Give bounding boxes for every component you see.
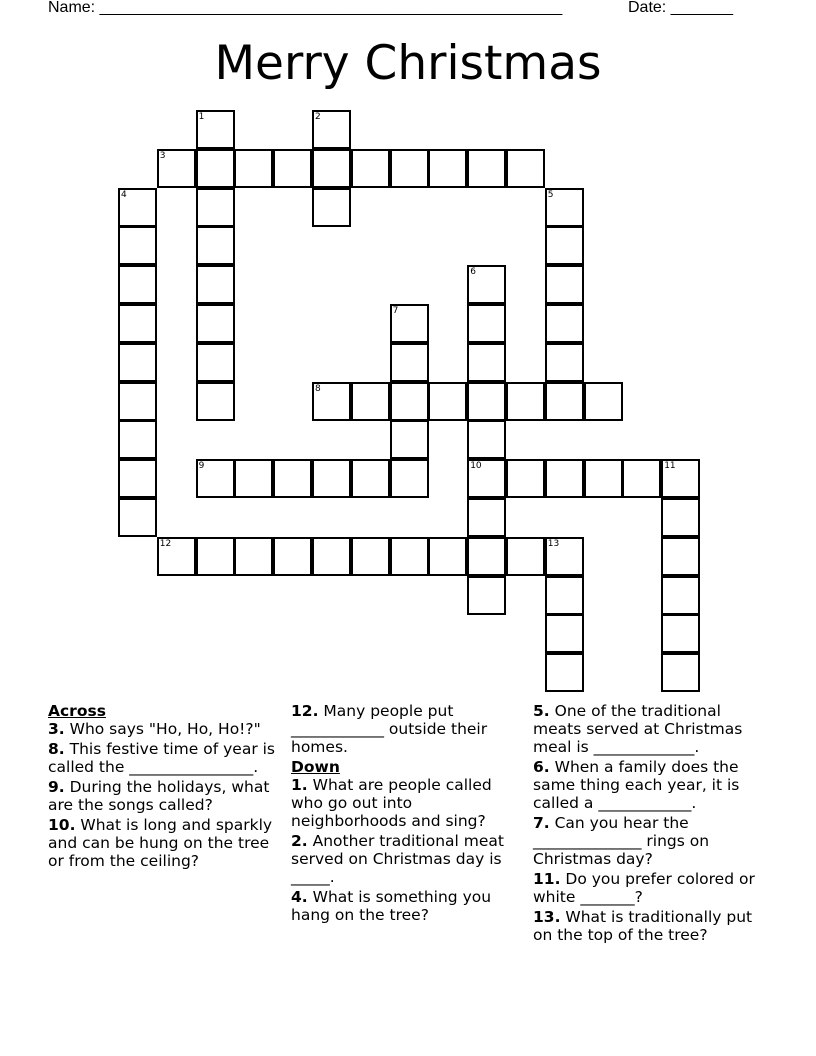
grid-cell[interactable] — [390, 343, 429, 382]
clue-number: 13 — [547, 538, 560, 549]
grid-cell[interactable] — [545, 382, 584, 421]
clue-down-6: 6. When a family does the same thing each year, it is called a ____________. — [533, 758, 740, 812]
grid-cell[interactable] — [118, 382, 157, 421]
clue-across-12: 12. Many people put ____________ outside their homes. — [291, 702, 488, 756]
clue-number: 8 — [315, 383, 321, 394]
clues-column-1 — [48, 702, 280, 872]
grid-cell[interactable] — [196, 149, 235, 188]
grid-cell[interactable] — [118, 343, 157, 382]
grid-cell[interactable] — [312, 382, 351, 421]
clue-down-5: 5. One of the traditional meats served at Christmas meal is _____________. — [533, 702, 743, 756]
grid-cell[interactable] — [234, 459, 273, 498]
grid-cell[interactable] — [118, 226, 157, 265]
grid-cell[interactable] — [661, 576, 700, 615]
clue-number: 7 — [392, 306, 399, 316]
clue-down-13: 13. What is traditionally put on the top of the tree? — [533, 908, 753, 944]
grid-cell[interactable] — [196, 226, 235, 265]
grid-cell[interactable] — [661, 614, 700, 653]
grid-cell[interactable] — [196, 537, 235, 576]
grid-cell[interactable] — [545, 226, 584, 265]
grid-cell[interactable] — [428, 382, 467, 421]
grid-cell[interactable] — [273, 149, 312, 188]
grid-cell[interactable] — [390, 537, 429, 576]
name-line[interactable]: Name: ____________________________________________________ — [48, 0, 563, 16]
clue-number: 9 — [198, 461, 205, 472]
grid-cell[interactable] — [196, 459, 235, 498]
grid-cell[interactable] — [545, 576, 584, 615]
grid-cell[interactable] — [584, 459, 623, 498]
clue-down-11: 11. Do you prefer colored or white _______? — [533, 870, 755, 906]
clues-column-3 — [533, 702, 773, 946]
grid-cell[interactable] — [467, 149, 506, 188]
grid-cell[interactable] — [584, 382, 623, 421]
down-heading: Down — [291, 758, 340, 776]
grid-cell[interactable] — [467, 343, 506, 382]
grid-cell[interactable] — [545, 459, 584, 498]
clue-number: 12 — [159, 538, 172, 549]
grid-cell[interactable] — [273, 459, 312, 498]
grid-cell[interactable] — [545, 188, 584, 227]
grid-cell[interactable] — [506, 459, 545, 498]
grid-cell[interactable] — [506, 537, 545, 576]
grid-cell[interactable] — [467, 420, 506, 459]
clues-column-2 — [291, 702, 523, 926]
grid-cell[interactable] — [467, 382, 506, 421]
grid-cell[interactable] — [390, 149, 429, 188]
grid-cell[interactable] — [351, 459, 390, 498]
clue-number: 4 — [121, 189, 127, 200]
grid-cell[interactable] — [118, 188, 157, 227]
clue-number: 1 — [198, 112, 205, 122]
clue-across-3: 3. Who says "Ho, Ho, Ho!?" — [48, 720, 261, 738]
clue-number: 5 — [547, 189, 554, 200]
grid-cell[interactable] — [467, 537, 506, 576]
grid-cell[interactable] — [234, 149, 273, 188]
grid-cell[interactable] — [196, 382, 235, 421]
grid-cell[interactable] — [118, 265, 157, 304]
grid-cell[interactable] — [661, 459, 700, 498]
grid-cell[interactable] — [196, 304, 235, 343]
grid-cell[interactable] — [196, 265, 235, 304]
grid-cell[interactable] — [312, 537, 351, 576]
clue-number: 2 — [315, 112, 321, 122]
clue-down-1: 1. What are people called who go out into neighborhoods and sing? — [291, 776, 492, 830]
grid-cell[interactable] — [157, 149, 196, 188]
grid-cell[interactable] — [118, 459, 157, 498]
grid-cell[interactable] — [506, 382, 545, 421]
grid-cell[interactable] — [273, 537, 312, 576]
grid-cell[interactable] — [390, 382, 429, 421]
grid-cell[interactable] — [390, 420, 429, 459]
grid-cell[interactable] — [506, 149, 545, 188]
grid-cell[interactable] — [312, 110, 351, 149]
date-line[interactable]: Date: _______ — [628, 0, 733, 16]
grid-cell[interactable] — [118, 498, 157, 537]
grid-cell[interactable] — [467, 498, 506, 537]
grid-cell[interactable] — [351, 149, 390, 188]
grid-cell[interactable] — [312, 459, 351, 498]
grid-cell[interactable] — [351, 537, 390, 576]
grid-cell[interactable] — [545, 265, 584, 304]
grid-cell[interactable] — [545, 343, 584, 382]
across-heading: Across — [48, 702, 106, 720]
grid-cell[interactable] — [545, 537, 584, 576]
grid-cell[interactable] — [234, 537, 273, 576]
clue-across-8: 8. This festive time of year is called the ________________. — [48, 740, 276, 776]
grid-cell[interactable] — [196, 110, 235, 149]
grid-cell[interactable] — [312, 188, 351, 227]
grid-cell[interactable] — [118, 420, 157, 459]
grid-cell[interactable] — [661, 498, 700, 537]
clue-down-7: 7. Can you hear the ______________ rings on Christmas day? — [533, 814, 710, 868]
grid-cell[interactable] — [428, 149, 467, 188]
grid-cell[interactable] — [390, 459, 429, 498]
grid-cell[interactable] — [467, 459, 506, 498]
grid-cell[interactable] — [661, 537, 700, 576]
grid-cell[interactable] — [622, 459, 661, 498]
clue-number: 3 — [159, 150, 166, 161]
clue-across-10: 10. What is long and sparkly and can be hung on the tree or from the ceiling? — [48, 816, 273, 870]
grid-cell[interactable] — [661, 653, 700, 692]
grid-cell[interactable] — [545, 653, 584, 692]
clue-number: 11 — [664, 461, 676, 472]
clue-across-9: 9. During the holidays, what are the songs called? — [48, 778, 270, 814]
clue-down-4: 4. What is something you hang on the tree? — [291, 888, 492, 924]
grid-cell[interactable] — [157, 537, 196, 576]
clue-number: 10 — [470, 461, 482, 472]
grid-cell[interactable] — [312, 149, 351, 188]
grid-cell[interactable] — [545, 614, 584, 653]
grid-cell[interactable] — [467, 576, 506, 615]
grid-cell[interactable] — [351, 382, 390, 421]
grid-cell[interactable] — [196, 343, 235, 382]
grid-cell[interactable] — [390, 304, 429, 343]
grid-cell[interactable] — [545, 304, 584, 343]
grid-cell[interactable] — [118, 304, 157, 343]
grid-cell[interactable] — [196, 188, 235, 227]
grid-cell[interactable] — [467, 265, 506, 304]
page-title: Merry Christmas — [214, 36, 602, 91]
grid-cell[interactable] — [428, 537, 467, 576]
clue-down-2: 2. Another traditional meat served on Christmas day is _____. — [291, 832, 504, 886]
grid-cell[interactable] — [467, 304, 506, 343]
clue-number: 6 — [470, 267, 476, 278]
